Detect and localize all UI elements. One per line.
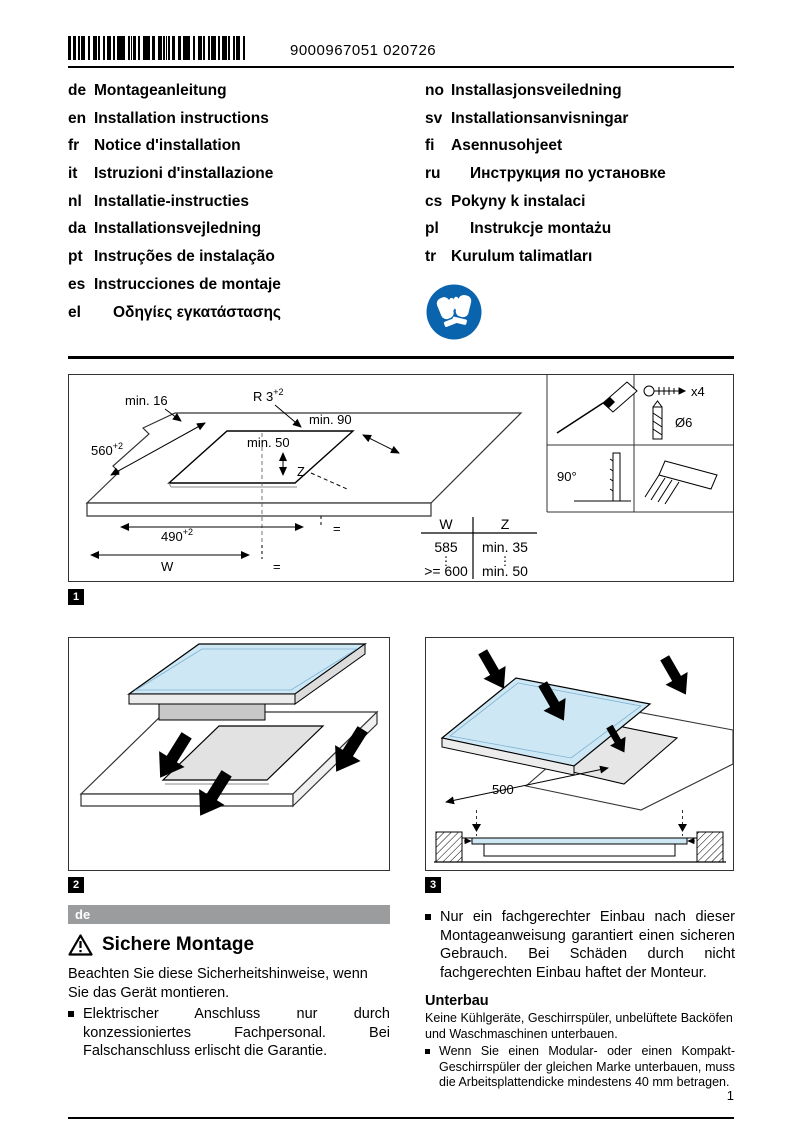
language-code: fi: [425, 137, 435, 155]
text-column-right: [425, 906, 735, 1091]
drill-bit-icon: [653, 401, 662, 439]
worktop-drawing: [81, 712, 377, 806]
dim-500: 500: [492, 782, 514, 797]
barcode: [68, 36, 246, 60]
bullet-item-professional-install: [425, 908, 735, 982]
language-code: nl: [68, 192, 82, 210]
safety-heading: Sichere Montage: [102, 934, 255, 955]
dim-eq-1: =: [333, 521, 341, 536]
divider-top: [68, 66, 734, 68]
language-code: el: [68, 303, 81, 321]
language-label: Installationsanvisningar: [451, 109, 629, 127]
language-item-cs: [425, 188, 737, 216]
language-item-el: [68, 299, 403, 327]
pencil-icon: [557, 382, 637, 433]
table-head-w: W: [439, 516, 453, 532]
language-code: fr: [68, 137, 80, 155]
language-code: ru: [425, 165, 441, 183]
language-code: no: [425, 82, 444, 99]
divider-bottom: [68, 1117, 734, 1119]
language-item-pl: [425, 215, 737, 243]
divider-mid: [68, 356, 734, 359]
bullet-square-icon: [68, 1011, 74, 1017]
label-x4: x4: [691, 384, 705, 399]
figure-3-drawing: [426, 638, 733, 870]
language-code: da: [68, 220, 87, 238]
language-item-fr: [68, 132, 403, 160]
language-item-no: [425, 77, 737, 105]
warning-icon: [68, 934, 93, 956]
language-label: Notice d'installation: [94, 137, 241, 155]
table-cell-585: 585: [434, 539, 458, 555]
language-label: Instrukcje montażu: [470, 220, 612, 238]
section-language-tab: de: [68, 905, 390, 924]
dim-min16: min. 16: [125, 393, 168, 408]
language-label: Pokyny k instalaci: [451, 192, 586, 210]
figure-2-drawing: [69, 638, 389, 870]
saw-blade-icon: [574, 453, 631, 501]
language-label: Kurulum talimatları: [451, 248, 593, 266]
figure-3-badge: 3: [425, 877, 441, 893]
front-view-detail: [434, 810, 726, 862]
safety-heading-row: [68, 934, 390, 956]
bullet-square-icon: [425, 914, 431, 920]
tool-panels: [547, 375, 733, 512]
bullet-item-electrical: [68, 1005, 390, 1061]
figure-2-badge: 2: [68, 877, 84, 893]
label-90deg: 90°: [557, 469, 577, 484]
language-item-pt: [68, 243, 403, 271]
figure-1-badge: 1: [68, 589, 84, 605]
language-item-sv: [425, 105, 737, 133]
language-code: pl: [425, 220, 439, 238]
language-code: de: [68, 82, 87, 99]
figure-3-slide-in: [425, 637, 734, 871]
wz-table: [421, 516, 537, 579]
language-list-left: [68, 77, 403, 326]
unterbau-heading: Unterbau: [425, 993, 489, 1009]
language-label: Инструкция по установке: [470, 165, 666, 183]
dim-z: Z: [297, 464, 305, 479]
bullet-text: Wenn Sie einen Modular- oder einen Kompakt-Geschirrspüler der gleichen Marke unterbauen, muss die Arbeitsplattendicke mindestens 40 mm betragen.: [439, 1044, 735, 1089]
language-item-nl: [68, 188, 403, 216]
language-item-es: [68, 271, 403, 299]
dim-min50: min. 50: [247, 435, 290, 450]
figure-2-insert-hob: [68, 637, 390, 871]
figure-1-drawing: [69, 375, 733, 581]
label-dia6: Ø6: [675, 415, 693, 430]
language-item-da: [68, 215, 403, 243]
text-column-left: [68, 930, 390, 1061]
language-code: sv: [425, 109, 443, 127]
language-label: Montageanleitung: [94, 82, 227, 99]
bullet-square-icon: [425, 1049, 430, 1054]
bullet-item-unterbau: [425, 1044, 735, 1091]
language-item-en: [68, 105, 403, 133]
language-code: tr: [425, 248, 437, 266]
bullet-text: Nur ein fachgerechter Einbau nach dieser Montageanweisung garantiert einen sicheren Gebrauch. Bei Schäden durch nicht fachgerechten Einbau haftet der Monteur.: [440, 909, 735, 981]
language-item-tr: [425, 243, 737, 271]
language-item-ru: [425, 160, 737, 188]
table-head-z: Z: [500, 516, 510, 532]
language-item-fi: [425, 132, 737, 160]
dim-490: $490^{+2}$: [161, 527, 193, 544]
language-label: Instruções de instalação: [94, 248, 275, 266]
language-code: cs: [425, 192, 443, 210]
safety-intro: Beachten Sie diese Sicherheitshinweise, wenn Sie das Gerät montieren.: [68, 966, 368, 1001]
bullet-text: Elektrischer Anschluss nur durch konzessioniertes Fachpersonal. Bei Falschanschluss erlischt die Garantie.: [83, 1006, 390, 1059]
worktop-drawing: [87, 413, 521, 545]
language-label: Installatie-instructies: [94, 192, 250, 210]
language-list-right: [425, 77, 737, 271]
dim-min90: min. 90: [309, 412, 352, 427]
table-cell-600: >= 600: [424, 563, 468, 579]
dim-w: W: [161, 559, 174, 574]
language-label: Installation instructions: [94, 109, 269, 127]
language-code: en: [68, 109, 87, 127]
dim-560: $560^{+2}$: [91, 441, 123, 458]
language-label: Istruzioni d'installazione: [94, 165, 274, 183]
down-arrow-icon: [654, 651, 697, 701]
language-code: it: [68, 165, 78, 183]
language-code: pt: [68, 248, 83, 266]
language-label: Installationsvejledning: [94, 220, 262, 238]
doc-number: 9000967051 020726: [290, 42, 437, 59]
page-number: 1: [726, 1088, 734, 1103]
brush-icon: [645, 461, 717, 504]
wear-gloves-icon: [425, 283, 483, 341]
language-item-de: [68, 77, 403, 105]
dim-eq-2: =: [273, 559, 281, 574]
screw-icon: [644, 386, 685, 396]
language-code: es: [68, 275, 86, 293]
table-cell-min50: min. 50: [482, 563, 528, 579]
language-label: Installasjonsveiledning: [451, 82, 622, 99]
figure-1-cutout-dimensions: [68, 374, 734, 582]
language-label: Οδηγίες εγκατάστασης: [113, 303, 281, 321]
unterbau-intro: Keine Kühlgeräte, Geschirrspüler, unbelüftete Backöfen und Waschmaschinen unterbauen.: [425, 1011, 733, 1041]
language-label: Instrucciones de montaje: [94, 275, 281, 293]
hob-drawing: [129, 644, 365, 720]
language-label: Asennusohjeet: [451, 137, 563, 155]
language-item-it: [68, 160, 403, 188]
dim-r3: R $3^{+2}$: [253, 387, 284, 404]
table-cell-min35: min. 35: [482, 539, 528, 555]
